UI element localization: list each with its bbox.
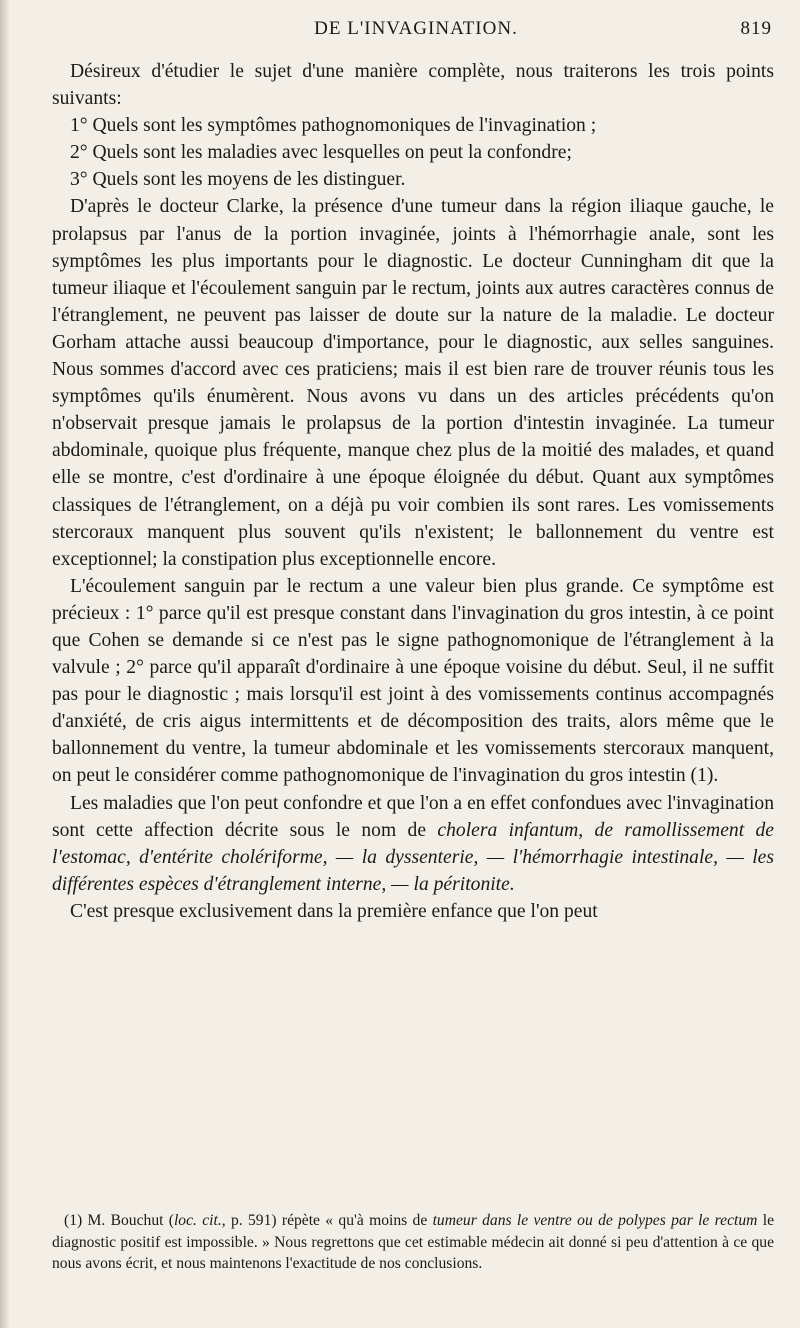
footnote-loc: loc. cit. [173,1212,222,1229]
paragraph-differential-text: Les maladies que l'on peut confondre et que l'on a en effet confondues avec l'invagination sont cette affection décrite sous le nom de [52,792,774,841]
paragraph-infancy: C'est presque exclusivement dans la première enfance que l'on peut [70,900,598,922]
paragraph-bleeding: L'écoulement sanguin par le rectum a une valeur bien plus grande. Ce symptôme est précieux : 1° parce qu'il est presque constant dans l'invagination du gros intestin, à ce point que Cohen se demande si ce n'est pas le signe pathognomonique de l'étranglement à la valvule ; 2° parce qu'il apparaît d'ordinaire à une époque voisine du début. Seul, il ne suffit pas pour le diagnostic ; mais lorsqu'il est joint à des vomissements continus accompagnés d'anxiété, de cris aigus intermittents et de décomposition des traits, alors même que le ballonnement du ventre, la tumeur abdominale et les vomissements stercoraux manquent, on peut le considérer comme pathognomonique de l'invagination du gros intestin (1). [52,575,774,787]
paragraph-symptoms: D'après le docteur Clarke, la présence d'une tumeur dans la région iliaque gauche, le prolapsus par l'anus de la portion invaginée, joints à l'hémorrhagie anale, sont les symptômes les plus importants pour le diagnostic. Le docteur Cunningham dit que la tumeur iliaque et l'écoulement sanguin par le rectum, joints aux autres caractères connus de l'étranglement, ne peuvent pas laisser de doute sur la nature de la maladie. Le docteur Gorham attache aussi beaucoup d'importance, pour le diagnostic, aux selles sanguines. Nous sommes d'accord avec ces praticiens; mais il est bien rare de trouver réunis tous les symptômes qu'ils énumèrent. Nous avons vu dans un des articles précédents qu'on n'observait presque jamais le prolapsus de la portion d'intestin invaginée. La tumeur abdominale, quoique plus fréquente, manque chez plus de la moitié des malades, et quand elle se montre, c'est d'ordinaire à une époque éloignée du début. Quant aux symptômes classiques de l'étranglement, on a déjà pu voir combien ils sont rares. Les vomissements stercoraux manquent plus souvent qu'ils n'existent; le ballonnement du ventre est exceptionnel; la constipation plus exceptionnelle encore. [52,196,774,570]
list-item-1: 1° Quels sont les symptômes pathognomoniques de l'invagination ; [70,115,597,137]
paragraph-differential [52,790,774,898]
footnote-part-1: (1) M. Bouchut ( [64,1212,174,1229]
list-item-2: 2° Quels sont les maladies avec lesquelles on peut la confondre; [70,142,572,164]
disease-list: cholera infantum, de ramollissement de l'estomac, d'entérite cholériforme, — la dyssenterie, — l'hémorrhagie intestinale, — les différentes espèces d'étranglement interne, — la péritonite. [52,819,774,895]
footnote [52,1210,774,1275]
page-edge-shadow [0,0,10,1328]
body-text [52,58,774,925]
footnote-part-3: le diagnostic positif est impossible. » Nous regrettons que cet estimable médecin ait donné si peu d'attention à ce que nous avons écrit, et nous maintenons l'exactitude de nos conclusions. [52,1212,774,1272]
page-number: 819 [740,18,772,39]
footnote-part-2: , p. 591) répète « qu'à moins de [221,1212,433,1229]
list-item-3: 3° Quels sont les moyens de les distinguer. [70,169,406,191]
intro-paragraph: Désireux d'étudier le sujet d'une manière complète, nous traiterons les trois points suivants: [52,61,774,110]
footnote-1 [52,1210,774,1275]
running-title: DE L'INVAGINATION. [314,18,518,39]
footnote-quote: tumeur dans le ventre ou de polypes par le rectum [432,1212,758,1229]
running-header [60,18,772,48]
